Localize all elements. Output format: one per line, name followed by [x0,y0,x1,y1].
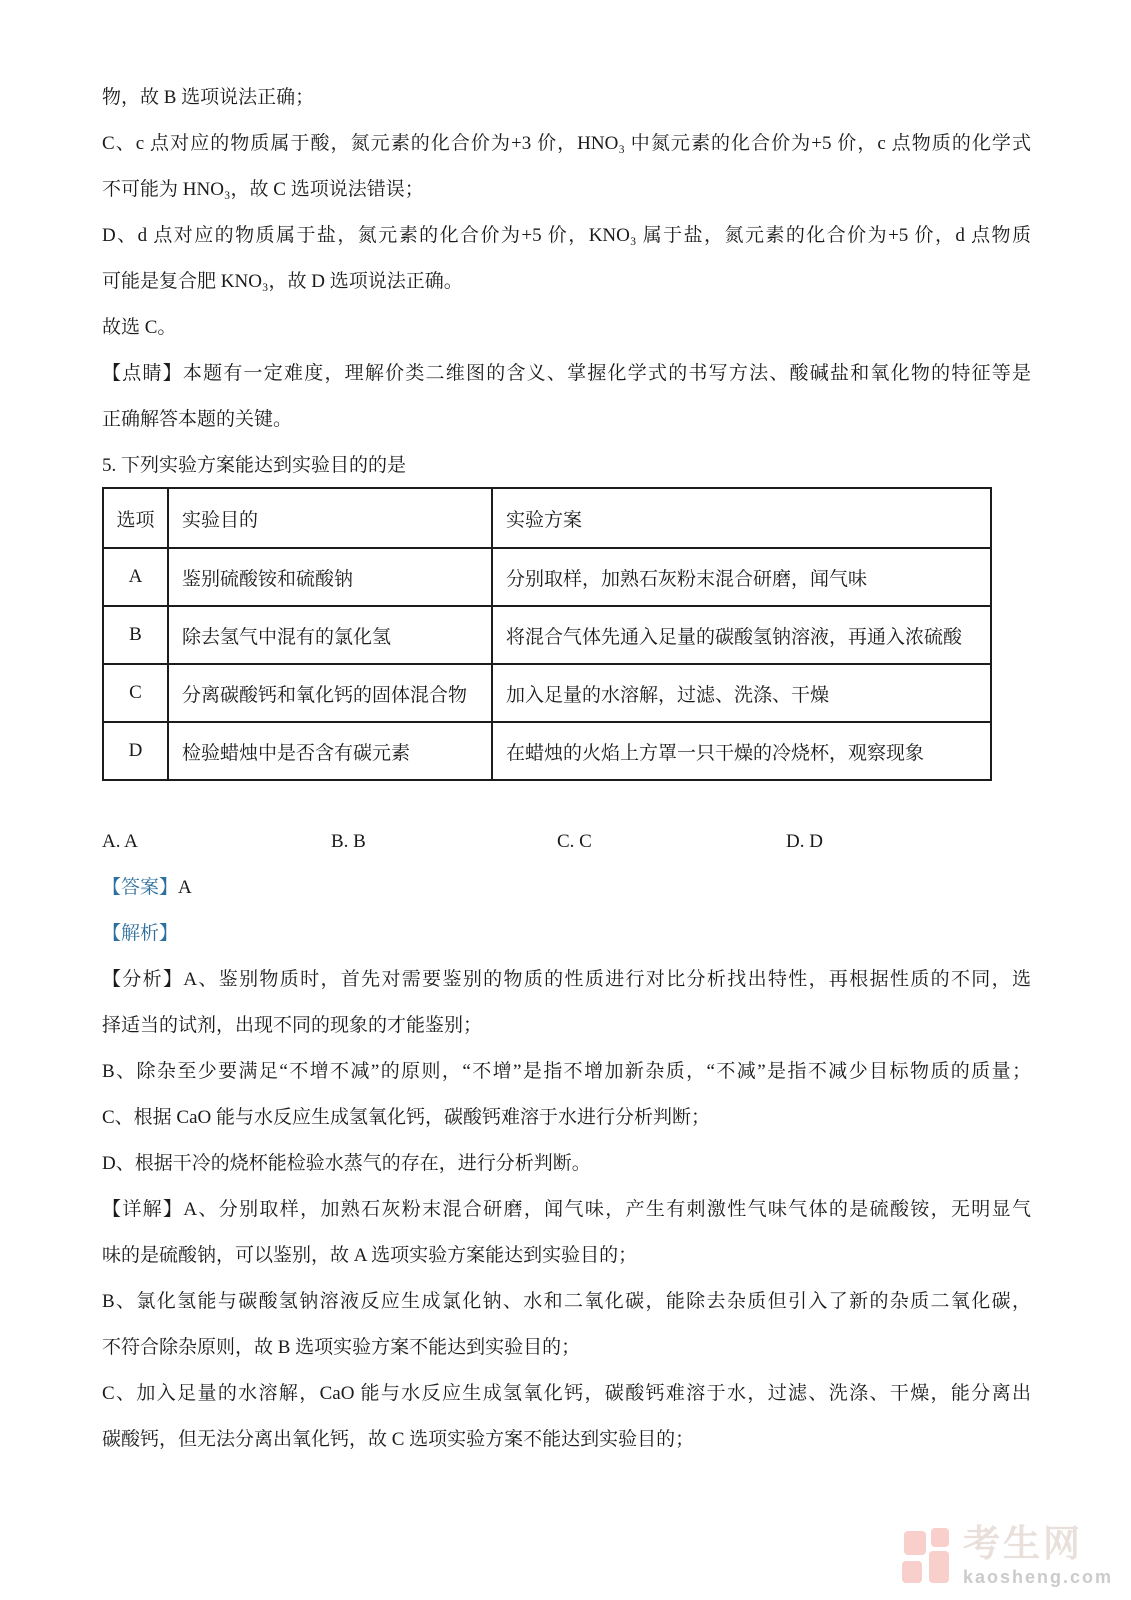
table-row [103,664,991,722]
table-row [103,606,991,664]
question5-explanation-block [102,957,1031,1463]
text-line: D、d 点对应的物质属于盐，氮元素的化合价为+5 价，KNO₃ 属于盐，氮元素的化合价为+5 价，d 点物质 [102,225,1031,246]
text-line: 【详解】A、分别取样，加熟石灰粉末混合研磨，闻气味，产生有刺激性气味气体的是硫酸铵，无明显气 [102,1199,1031,1220]
text-line: 择适当的试剂，出现不同的现象的才能鉴别； [102,1015,483,1036]
text-line: 味的是硫酸钠，可以鉴别，故 A 选项实验方案能达到实验目的； [102,1245,638,1266]
table-cell: D [103,722,168,780]
analysis-label: 【解析】 [102,923,179,944]
table-cell: 鉴别硫酸铵和硫酸钠 [168,548,492,606]
table-header-cell: 实验方案 [492,488,991,548]
table-cell: 除去氢气中混有的氯化氢 [168,606,492,664]
text-line: 【分析】A、鉴别物质时，首先对需要鉴别的物质的性质进行对比分析找出特性，再根据性质的不同，选 [102,969,1031,990]
table-header-cell: 实验目的 [168,488,492,548]
text-line: C、加入足量的水溶解，CaO 能与水反应生成氢氧化钙，碳酸钙难溶于水，过滤、洗涤、干燥，能分离出 [102,1383,1031,1404]
answer-option: D. D [786,831,823,852]
table-cell: 分离碳酸钙和氧化钙的固体混合物 [168,664,492,722]
text-line: 不可能为 HNO₃，故 C 选项说法错误； [102,179,424,200]
text-line: 正确解答本题的关键。 [102,409,293,430]
answer-label: 【答案】 [102,877,179,898]
text-line: 故选 C。 [102,317,177,338]
analysis-label-line [102,911,1031,957]
text-line: B、除杂至少要满足“不增不减”的原则，“不增”是指不增加新杂质，“不减”是指不减少目标物质的质量； [102,1061,1031,1082]
table-header-row [103,488,991,548]
answer-option: C. C [557,831,592,852]
text-line: C、c 点对应的物质属于酸，氮元素的化合价为+3 价，HNO₃ 中氮元素的化合价为+5 价，c 点物质的化学式 [102,133,1031,154]
table-cell: B [103,606,168,664]
table-cell: C [103,664,168,722]
table-cell: A [103,548,168,606]
table-row [103,722,991,780]
text-line: 【点睛】本题有一定难度，理解价类二维图的含义、掌握化学式的书写方法、酸碱盐和氧化物的特征等是 [102,363,1031,384]
table-cell: 检验蜡烛中是否含有碳元素 [168,722,492,780]
kaosheng-watermark [899,1525,1113,1588]
text-line: D、根据干冷的烧杯能检验水蒸气的存在，进行分析判断。 [102,1153,591,1174]
table-cell: 在蜡烛的火焰上方罩一只干燥的冷烧杯，观察现象 [492,722,991,780]
answer-line [102,865,1031,911]
question4-explanation-block [102,75,1031,489]
watermark-domain: kaosheng.com [962,1567,1113,1587]
text-line: 可能是复合肥 KNO₃，故 D 选项说法正确。 [102,271,463,292]
text-line: B、氯化氢能与碳酸氢钠溶液反应生成氯化钠、水和二氧化碳，能除去杂质但引入了新的杂质二氧化碳， [102,1291,1031,1312]
table-cell: 分别取样，加熟石灰粉末混合研磨，闻气味 [492,548,991,606]
kaosheng-watermark-text [963,1525,1113,1588]
text-line: 碳酸钙，但无法分离出氧化钙，故 C 选项实验方案不能达到实验目的； [102,1429,695,1450]
answer-option: A. A [102,831,138,852]
table-cell: 加入足量的水溶解，过滤、洗涤、干燥 [492,664,991,722]
answer-value: A [178,877,192,898]
text-line: 物，故 B 选项说法正确； [102,87,315,108]
experiment-table [102,487,992,781]
table-header-cell: 选项 [103,488,168,548]
text-line: 5. 下列实验方案能达到实验目的的是 [102,455,407,476]
table-cell: 将混合气体先通入足量的碳酸氢钠溶液，再通入浓硫酸 [492,606,991,664]
text-line: C、根据 CaO 能与水反应生成氢氧化钙，碳酸钙难溶于水进行分析判断； [102,1107,711,1128]
answer-options-row [102,819,1031,865]
table-row [103,548,991,606]
answer-option: B. B [331,831,366,852]
watermark-brand: 考生网 [962,1523,1083,1565]
text-line: 不符合除杂原则，故 B 选项实验方案不能达到实验目的； [102,1337,581,1358]
kaosheng-logo-icon [899,1525,953,1585]
